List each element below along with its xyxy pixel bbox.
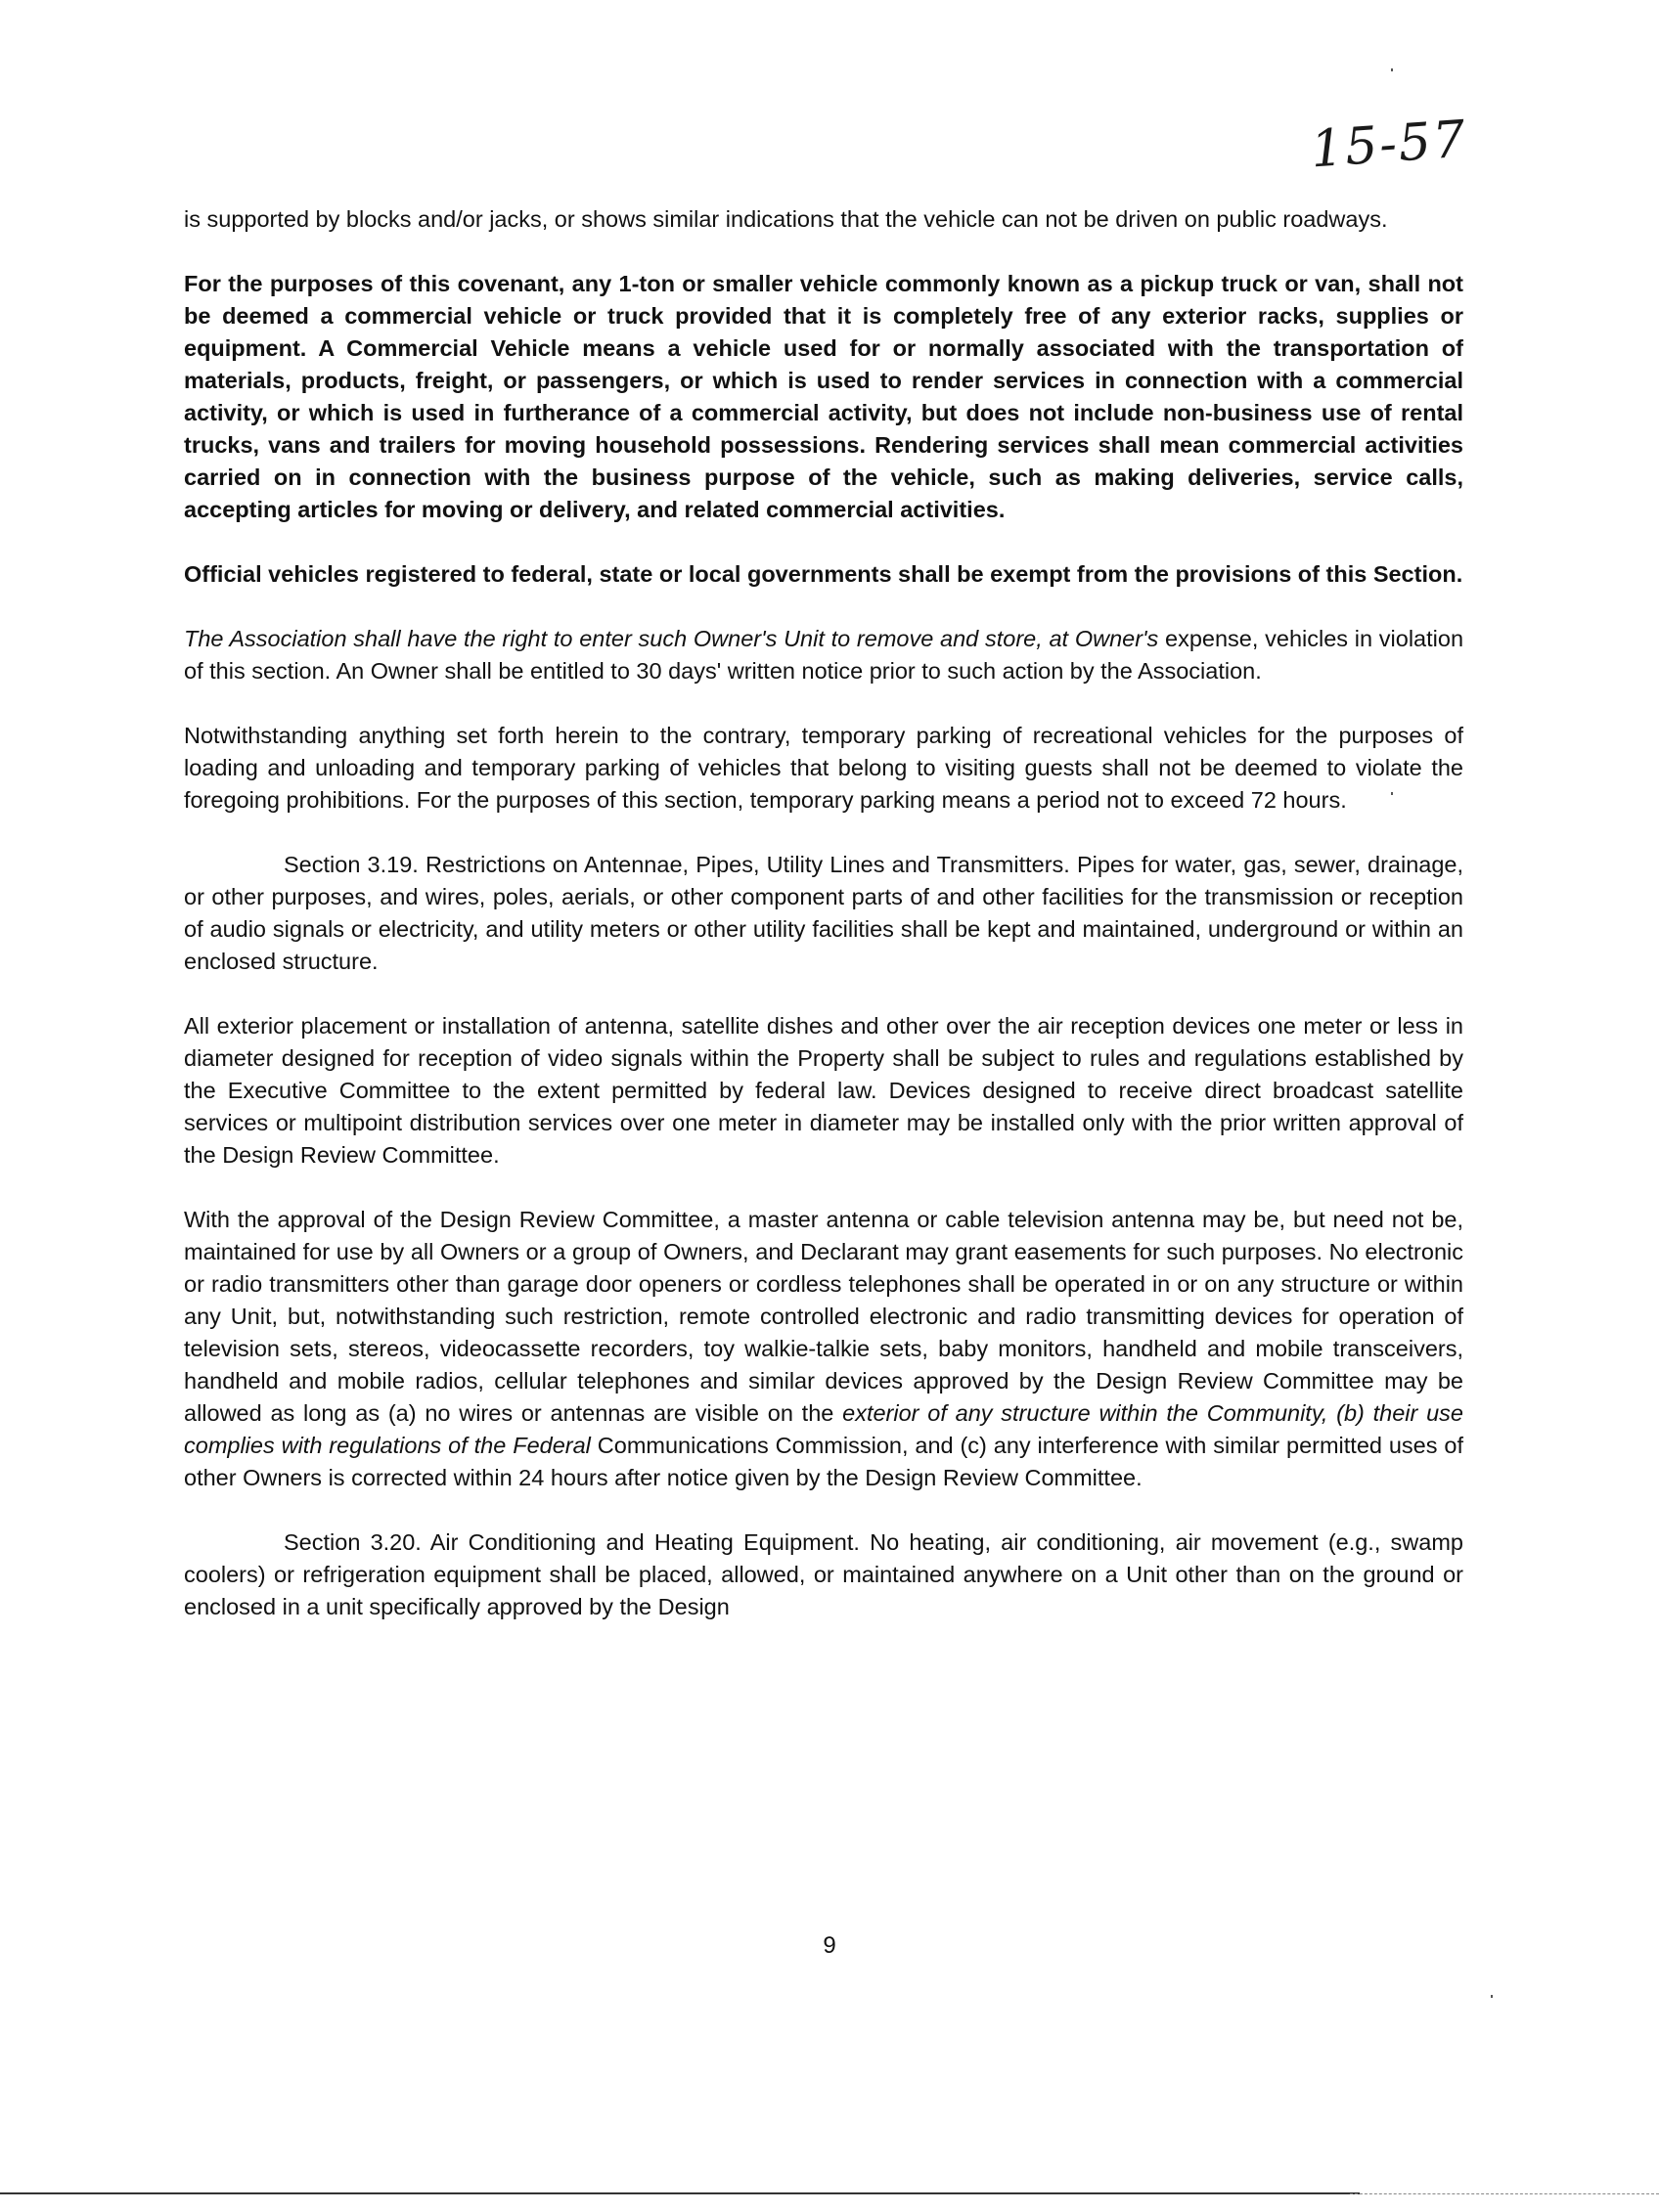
paragraph-association-removal-rest: expense, vehicles in violation of this section. An Owner shall be entitled to 30 days' written notice prior to such action by the Association. — [184, 626, 1464, 684]
scan-edge-line-faint — [1350, 2193, 1659, 2195]
page-number: 9 — [823, 1932, 836, 1959]
document-body — [184, 203, 1463, 1656]
paragraph-transmitters-italic: exterior of any structure within the Community, (b) their use complies with regulations of the Federal — [184, 1400, 1463, 1458]
paragraph-transmitters — [184, 1204, 1463, 1494]
paragraph-official-vehicles: Official vehicles registered to federal, state or local governments shall be exempt from the provisions of this Section. — [184, 561, 1463, 587]
paragraph-antenna-placement: All exterior placement or installation of antenna, satellite dishes and other over the air reception devices one meter or less in diameter designed for reception of video signals within the Property shall be subject to rules and regulations established by the Executive Committee to the extent permitted by federal law. Devices designed to receive direct broadcast satellite services or multipoint distribution services over one meter in diameter may be installed only with the prior written approval of the Design Review Committee. — [184, 1013, 1463, 1168]
scan-edge-line — [0, 2192, 1360, 2194]
paragraph-section-3-20: Section 3.20. Air Conditioning and Heating Equipment. No heating, air conditioning, air movement (e.g., swamp coolers) or refrigeration equipment shall be placed, allowed, or maintained anywhere on a Unit other than on the ground or enclosed in a unit specifically approved by the Design — [184, 1529, 1463, 1619]
scan-speck — [1491, 1995, 1493, 1998]
paragraph-transmitters-start: With the approval of the Design Review Committee, a master antenna or cable television antenna may be, but need not be, maintained for use by all Owners or a group of Owners, and Declarant may grant easements for such purposes. No electronic or radio transmitters other than garage door openers or cordless telephones shall be operated in or on any structure or within any Unit, but, notwithstanding such restriction, remote controlled electronic and radio transmitting devices for operation of television sets, stereos, videocassette recorders, toy walkie-talkie sets, baby monitors, handheld and mobile transceivers, handheld and mobile radios, cellular telephones and similar devices approved by the Design Review Committee may be allowed as long as (a) no wires or antennas are visible on the — [184, 1207, 1463, 1426]
scan-speck — [1391, 792, 1393, 795]
handwritten-page-mark: 15-57 — [1309, 110, 1469, 180]
scan-speck — [1391, 68, 1393, 71]
paragraph-section-3-19: Section 3.19. Restrictions on Antennae, Pipes, Utility Lines and Transmitters. Pipes for water, gas, sewer, drainage, or other purposes, and wires, poles, aerials, or other component parts of and other facilities for the transmission or reception of audio signals or electricity, and utility meters or other utility facilities shall be kept and maintained, underground or within an enclosed structure. — [184, 852, 1463, 974]
paragraph-temporary-parking: Notwithstanding anything set forth herein to the contrary, temporary parking of recreational vehicles for the purposes of loading and unloading and temporary parking of vehicles that belong to visiting guests shall not be deemed to violate the foregoing prohibitions. For the purposes of this section, temporary parking means a period not to exceed 72 hours. — [184, 723, 1463, 813]
paragraph-commercial-vehicle: For the purposes of this covenant, any 1-ton or smaller vehicle commonly known as a pickup truck or van, shall not be deemed a commercial vehicle or truck provided that it is completely free of any exterior racks, supplies or equipment. A Commercial Vehicle means a vehicle used for or normally associated with the transportation of materials, products, freight, or passengers, or which is used to render services in connection with a commercial activity, or which is used in furtherance of a commercial activity, but does not include non-business use of rental trucks, vans and trailers for moving household possessions. Rendering services shall mean commercial activities carried on in connection with the business purpose of the vehicle, such as making deliveries, service calls, accepting articles for moving or delivery, and related commercial activities. — [184, 271, 1463, 522]
paragraph-association-removal-italic: The Association shall have the right to enter such Owner's Unit to remove and store, at Owner's — [184, 626, 1159, 651]
paragraph-vehicle-support: is supported by blocks and/or jacks, or shows similar indications that the vehicle can not be driven on public roadways. — [184, 206, 1388, 232]
paragraph-transmitters-end: Communications Commission, and (c) any interference with similar permitted uses of other Owners is corrected within 24 hours after notice given by the Design Review Committee. — [184, 1433, 1463, 1490]
paragraph-association-removal — [184, 623, 1463, 687]
